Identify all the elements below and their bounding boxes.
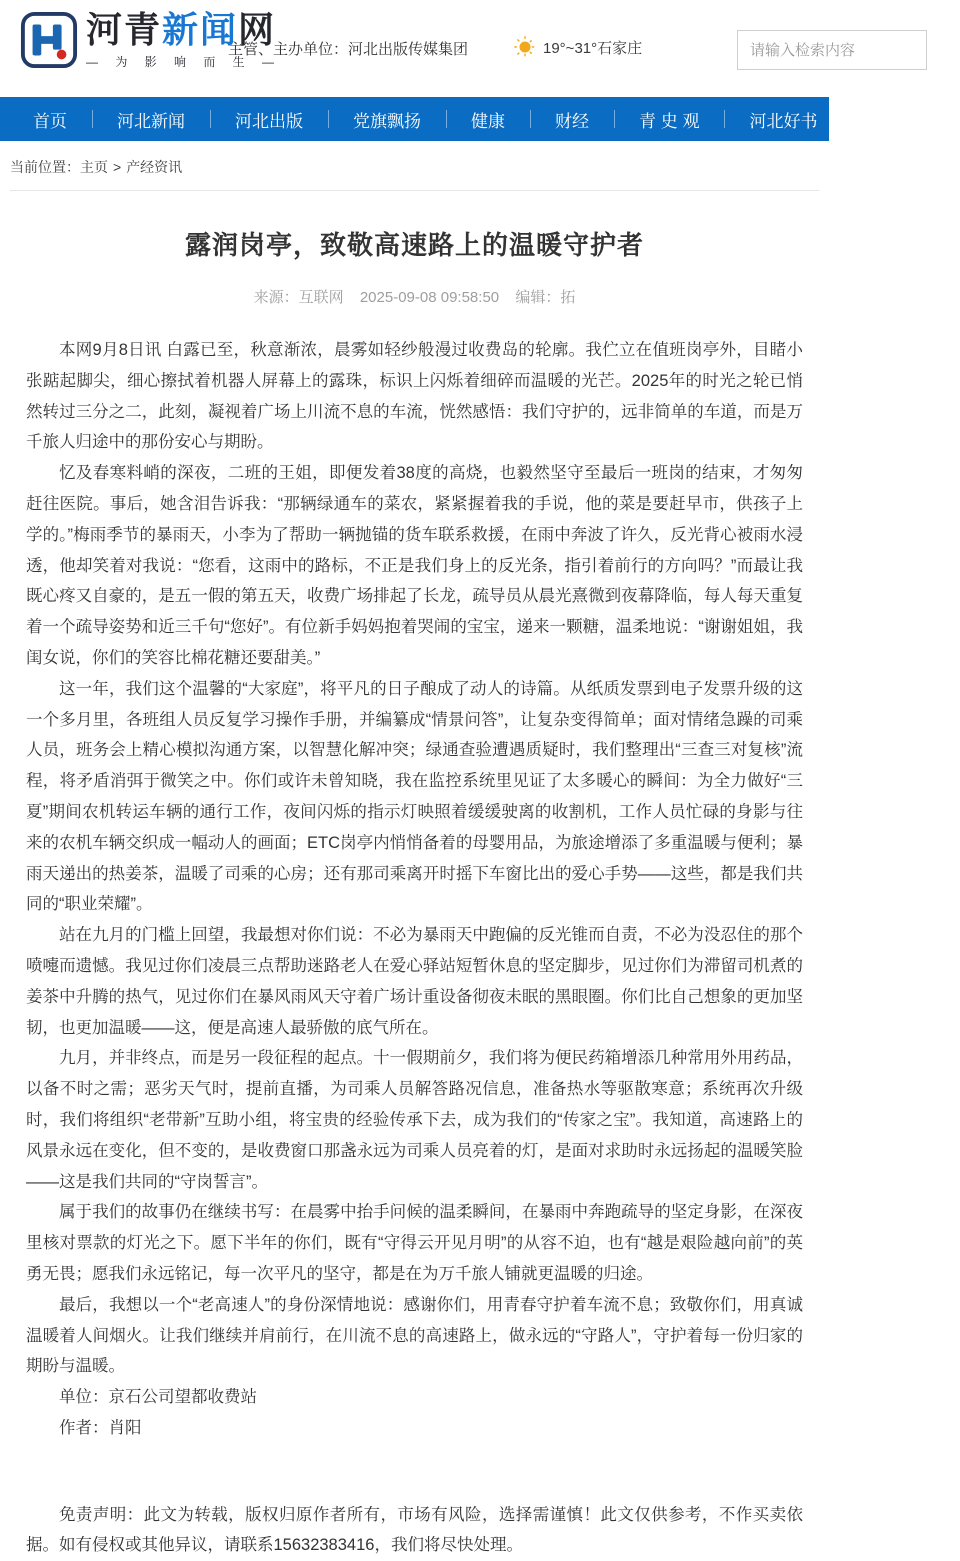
- main-nav: [0, 97, 936, 141]
- article-paragraph: 作者：肖阳: [59, 1418, 142, 1437]
- article-paragraph: 最后，我想以一个“老高速人”的身份深情地说：感谢你们，用青春守护着车流不息；致敬你们，用真诚温暖着人间烟火。让我们继续并肩前行，在川流不息的高速路上，做永远的“守路人”，守护着每一份归家的期盼与温暖。: [26, 1295, 803, 1376]
- nav-item-河北出版[interactable]: 河北出版: [210, 97, 328, 141]
- article-paragraph: 这一年，我们这个温馨的“大家庭”，将平凡的日子酿成了动人的诗篇。从纸质发票到电子发票升级的这一个多月里，各班组人员反复学习操作手册，并编纂成“情景问答”，让复杂变得简单；面对情绪急躁的司乘人员，班务会上精心模拟沟通方案，以智慧化解冲突；绿通查验遭遇质疑时，我们整理出“三查三对复核”流程，将矛盾消弭于微笑之中。你们或许未曾知晓，我在监控系统里见证了太多暖心的瞬间：为全力做好“三夏”期间农机转运车辆的通行工作，夜间闪烁的指示灯映照着缓缓驶离的收割机，工作人员忙碌的身影与往来的农机车辆交织成一幅动人的画面；ETC岗亭内悄悄备着的母婴用品，为旅途增添了多重温暖与便利；暴雨天递出的热姜茶，温暖了司乘的心房；还有那司乘离开时摇下车窗比出的爱心手势——这些，都是我们共同的“职业荣耀”。: [26, 679, 803, 914]
- weather-widget: [514, 36, 642, 58]
- article-paragraph: 单位：京石公司望都收费站: [59, 1388, 257, 1407]
- nav-item-党旗飘扬[interactable]: 党旗飘扬: [328, 97, 446, 141]
- weather-text: 19°~31°石家庄: [543, 39, 643, 57]
- article: [0, 225, 829, 1561]
- article-datetime: 2025-09-08 09:58:50: [359, 289, 500, 306]
- site-title-part2: 新闻: [162, 9, 239, 50]
- breadcrumb-current-link[interactable]: 产经资讯: [126, 159, 183, 175]
- site-title-part1: 河青: [86, 9, 163, 50]
- breadcrumb-separator: >: [113, 159, 122, 175]
- site-title-part3: 网: [238, 9, 277, 50]
- article-paragraph: 站在九月的门槛上回望，我最想对你们说：不必为暴雨天中跑偏的反光锥而自责，不必为没忍住的那个喷嚏而遗憾。我见过你们凌晨三点帮助迷路老人在爱心驿站短暂休息的坚定脚步，见过你们为滞留司机煮的姜茶中升腾的热气，见过你们在暴风雨风天守着广场计重设备彻夜未眠的黑眼圈。你们比自己想象的更加坚韧，也更加温暖——这，便是高速人最骄傲的底气所在。: [26, 926, 803, 1037]
- nav-item-青史观[interactable]: 青 史 观: [614, 97, 724, 141]
- hq-logo-icon: [20, 11, 78, 69]
- site-tagline: — 为 影 响 而 生 —: [86, 55, 282, 69]
- article-paragraph: 属于我们的故事仍在继续书写：在晨雾中抬手问候的温柔瞬间，在暴雨中奔跑疏导的坚定身影，在深夜里核对票款的灯光之下。愿下半年的你们，既有“守得云开见月明”的从容不迫，也有“越是艰险越向前”的英勇无畏；愿我们永远铭记，每一次平凡的坚守，都是在为万千旅人铺就更温暖的归途。: [26, 1203, 803, 1283]
- sun-icon: [514, 36, 536, 58]
- article-meta: [26, 286, 803, 307]
- article-body: [26, 335, 803, 1444]
- nav-item-健康[interactable]: 健康: [446, 97, 530, 141]
- breadcrumb: [10, 157, 819, 190]
- nav-item-河北新闻[interactable]: 河北新闻: [92, 97, 210, 141]
- nav-item-全民辟谣[interactable]: 全民辟谣: [842, 97, 960, 141]
- article-paragraph: 九月，并非终点，而是另一段征程的起点。十一假期前夕，我们将为便民药箱增添几种常用外用药品，以备不时之需；恶劣天气时，提前直播，为司乘人员解答路况信息，准备热水等驱散寒意；系统再次升级时，我们将组织“老带新”互助小组，将宝贵的经验传承下去，成为我们的“传家之宝”。我知道，高速路上的风景永远在变化，但不变的，是收费窗口那盏永远为司乘人员亮着的灯，是面对求助时永远扬起的温暖笑脸——这是我们共同的“守岗誓言”。: [26, 1049, 803, 1191]
- breadcrumb-home-link[interactable]: 主页: [80, 159, 108, 175]
- breadcrumb-label: 当前位置：: [10, 159, 80, 175]
- sponsor-text: 主管、主办单位：河北出版传媒集团: [228, 41, 469, 58]
- article-paragraph: 本网9月8日讯 白露已至，秋意渐浓，晨雾如轻纱般漫过收费岛的轮廓。我伫立在值班岗亭外，目睹小张踮起脚尖，细心擦拭着机器人屏幕上的露珠，标识上闪烁着细碎而温暖的光芒。2025年的时光之轮已悄然转过三分之二，此刻，凝视着广场上川流不息的车流，恍然感悟：我们守护的，远非简单的车道，而是万千旅人归途中的那份安心与期盼。: [26, 341, 803, 452]
- breadcrumb-row: [0, 141, 829, 191]
- nav-item-财经[interactable]: 财经: [530, 97, 614, 141]
- nav-item-河北好书[interactable]: 河北好书: [724, 97, 842, 141]
- article-editor: 编辑：拓: [515, 289, 576, 306]
- article-disclaimer: 免责声明：此文为转载，版权归原作者所有，市场有风险，选择需谨慎！此文仅供参考，不作买卖依据。如有侵权或其他异议，请联系15632383416，我们将尽快处理。: [26, 1505, 803, 1555]
- breadcrumb-divider: [10, 190, 819, 191]
- nav-item-首页[interactable]: 首页: [33, 111, 67, 131]
- article-paragraph: 忆及春寒料峭的深夜，二班的王姐，即便发着38度的高烧，也毅然坚守至最后一班岗的结束，才匆匆赶往医院。事后，她含泪告诉我：“那辆绿通车的菜农，紧紧握着我的手说，他的菜是要赶早市，供孩子上学的。”梅雨季节的暴雨天，小李为了帮助一辆抛锚的货车联系救援，在雨中奔波了许久，反光背心被雨水浸透，他却笑着对我说：“您看，这雨中的路标，不正是我们身上的反光条，指引着前行的方向吗？”而最让我既心疼又自豪的，是五一假的第五天，收费广场排起了长龙，疏导员从晨光熹微到夜幕降临，每人每天重复着一个疏导姿势和近三千句“您好”。有位新手妈妈抱着哭闹的宝宝，递来一颗糖，温柔地说：“谢谢姐姐，我闺女说，你们的笑容比棉花糖还要甜美。”: [26, 464, 803, 667]
- article-source: 来源：互联网: [253, 289, 344, 306]
- search-input[interactable]: [737, 30, 927, 70]
- site-header: [0, 0, 829, 97]
- article-title: 露润岗亭，致敬高速路上的温暖守护者: [184, 230, 644, 260]
